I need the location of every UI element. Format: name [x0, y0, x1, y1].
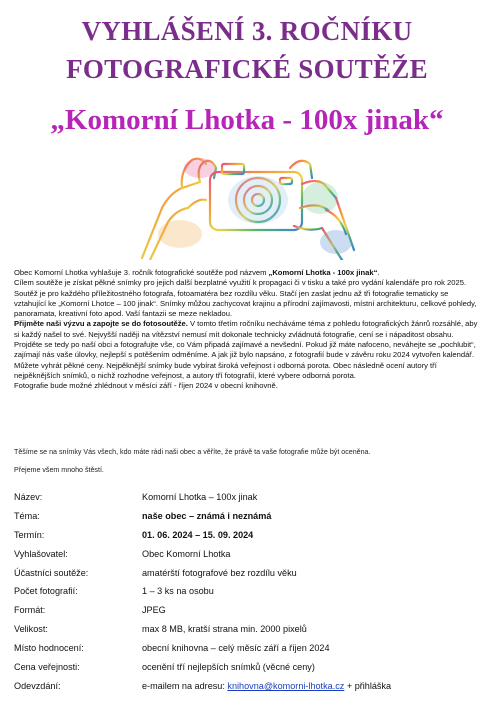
detail-row-venue: Místo hodnocení: obecní knihovna – celý měsíc září a říjen 2024: [14, 643, 330, 654]
title-line-2: FOTOGRAFICKÉ SOUTĚŽE: [66, 54, 428, 84]
detail-row-term: Termín: 01. 06. 2024 – 15. 09. 2024: [14, 529, 254, 540]
eligibility-paragraph: Soutěž je pro každého příležitostného fotografa, fotoamatéra bez rozdílu věku. Stačí jen zaslat jednu až tři fotografie tematicky se vztahující ke „Komorní Lhotce – 100 jinak“. Snímky můžou zachycovat krajinu a přírodní zajímavosti, místní architekturu, celkové pohledy, panoramata, kreativní foto apod. Vaší fantazii se meze nekladou.: [14, 288, 477, 319]
competition-details-table: [14, 492, 484, 700]
camera-hands-icon: [140, 138, 356, 260]
detail-row-submission: Odevzdání: e-mailem na adresu: knihovna@komorni-lhotka.cz + přihláška: [14, 680, 392, 691]
detail-row-photo-count: Počet fotografií: 1 – 3 ks na osobu: [14, 586, 214, 597]
detail-row-organizer: Vyhlašovatel: Obec Komorní Lhotka: [14, 548, 231, 559]
detail-row-public-prize: Cena veřejnosti: ocenění tří nejlepších snímků (věcné ceny): [14, 662, 315, 673]
intro-paragraph: Obec Komorní Lhotka vyhlašuje 3. ročník fotografické soutěže pod názvem „Komorní Lhotka - 100x jinak“.: [14, 268, 380, 277]
detail-row-theme: Téma: naše obec – známá i neznámá: [14, 510, 272, 521]
detail-row-format: Formát: JPEG: [14, 605, 166, 616]
prizes-paragraph: Můžete vyhrát pěkné ceny. Nejpěknější snímky bude vybírat široká veřejnost i odborná porota. Obec následně ocení autory tří nejpěknějších snímků, o nichž rozhodne veřejnost, a autory tří fotografií, které vybere odborná porota.: [14, 360, 437, 380]
invitation-paragraph: Přijměte naši výzvu a zapojte se do fotosoutěže. V tomto třetím ročníku necháváme téma z pohledu fotografických žánrů rozsáhlé, aby si každý našel to své. Nejvyšší naději na vítězství nemusí mít dokonale technicky zvládnutá fotografie, cení se i nápaditost obsahu.: [14, 319, 478, 339]
closing-note: Těšíme se na snímky Vás všech, kdo máte rádi naši obec a věříte, že právě ta vaše fotografie může být oceněna.: [14, 448, 371, 456]
exhibition-paragraph: Fotografie bude možné zhlédnout v měsíci září - říjen 2024 v obecní knihovně.: [14, 381, 278, 391]
competition-name: „Komorní Lhotka - 100x jinak“: [50, 104, 444, 136]
detail-row-name: Název: Komorní Lhotka – 100x jinak: [14, 492, 258, 502]
competition-description: [14, 268, 482, 392]
detail-row-participants: Účastníci soutěže: amatérští fotografové bez rozdílu věku: [14, 567, 297, 578]
title-line-1: VYHLÁŠENÍ 3. ROČNÍKU: [81, 16, 413, 46]
email-link[interactable]: knihovna@komorni-lhotka.cz: [227, 680, 345, 691]
goal-paragraph: Cílem soutěže je získat pěkné snímky pro jejich další bezplatné využití k propagaci či v tisku a také pro vydání kalendáře pro rok 2025.: [14, 278, 467, 288]
instructions-paragraph: Projděte se tedy po naší obci a fotografujte vše, co Vám připadá zajímavé a nevšední. Pokud již máte nafoceno, neváhejte se „pochlubit“, zajímají nás vaše úlovky, nejlepší s potěšením odměníme. A jak již bylo napsáno, z fotografií bude v závěru roku 2024 vytvořen kalendář.: [14, 340, 476, 360]
detail-row-size: Velikost: max 8 MB, kratší strana min. 2000 pixelů: [14, 624, 307, 635]
good-luck-note: Přejeme všem mnoho štěstí.: [14, 466, 104, 474]
